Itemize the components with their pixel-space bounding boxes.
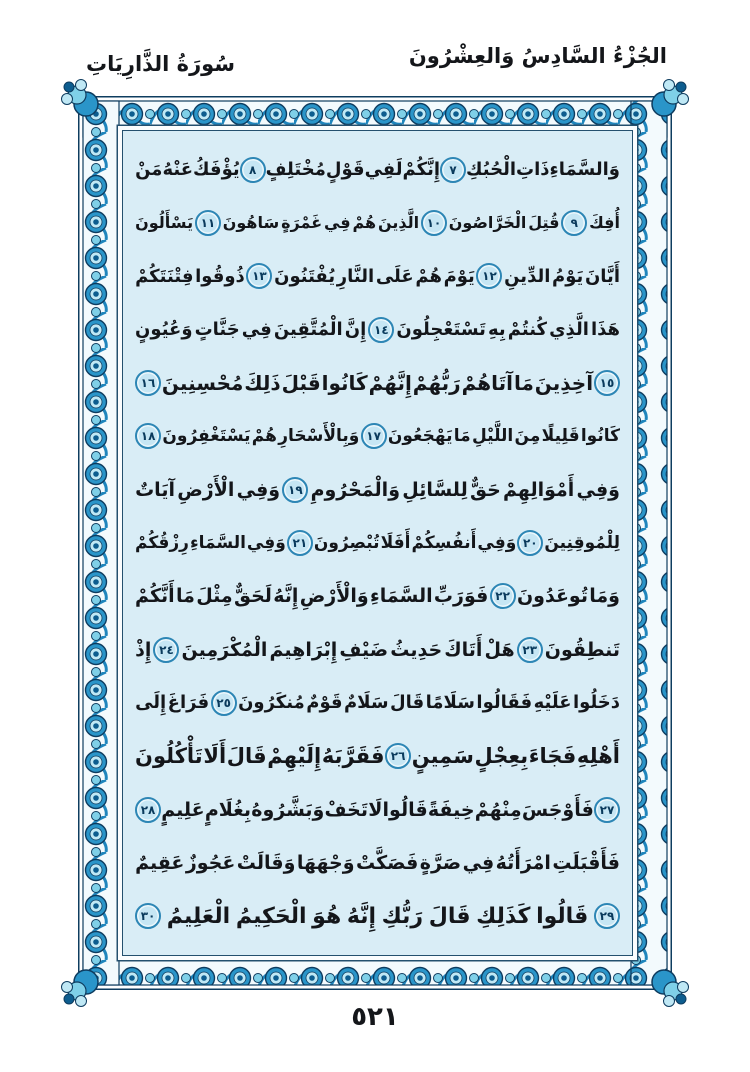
ayah-marker: ٢٣ [517, 637, 543, 663]
quran-word: السَّمَاءِ [189, 532, 246, 553]
quran-word: الْحُبُكِ [466, 159, 517, 181]
quran-word: إِنَّهُ [346, 903, 377, 929]
quran-text-panel [122, 130, 633, 956]
quran-word: لِلسَّائِلِ [402, 478, 468, 501]
quran-word: كُنتُمْ [507, 319, 548, 341]
quran-word: وَبِالْأَسْحَارِ [278, 426, 360, 447]
quran-word: يُؤْفَكُ [193, 159, 240, 181]
quran-word: حَدِيثُ [390, 638, 443, 661]
quran-word: إِبْرَاهِيمَ [269, 638, 338, 661]
ayah-marker: ١٤ [368, 317, 394, 343]
quran-word: مِثْلَ [196, 585, 233, 608]
quran-line [135, 250, 620, 303]
quran-word: وَالسَّمَاءِ [549, 159, 620, 181]
quran-word: ذُوقُوا [195, 265, 245, 287]
quran-line [135, 730, 620, 783]
quran-line [135, 196, 620, 249]
quran-word: قَالَ [390, 692, 425, 714]
quran-word: قَلِيلًا [541, 426, 580, 447]
quran-word: مَا [453, 426, 471, 447]
quran-word: تَنطِقُونَ [544, 638, 620, 661]
quran-line [135, 570, 620, 623]
quran-word: فَصَكَّتْ [355, 851, 419, 874]
quran-word: هُمْ [251, 426, 277, 447]
quran-word: عَجُوزٌ [185, 851, 236, 874]
quran-word: سَاهُونَ [222, 213, 280, 233]
quran-word: فَقَرَّبَهُ [321, 744, 385, 769]
ayah-marker: ١٣ [246, 263, 272, 289]
quran-word: وَفِي [236, 478, 281, 501]
quran-word: فَقَالُوا [476, 692, 533, 714]
quran-word: الْخَرَّاصُونَ [448, 213, 527, 233]
quran-word: بِغُلَامٍ [204, 798, 252, 821]
ayah-marker: ١٦ [135, 370, 161, 396]
quran-word: يَسْأَلُونَ [135, 213, 194, 233]
quran-word: الْعَلِيمُ [166, 903, 231, 929]
ayah-marker: ١٥ [594, 370, 620, 396]
quran-word: فَأَقْبَلَتِ [552, 851, 620, 874]
ayah-marker: ١٩ [282, 477, 308, 503]
ayah-marker: ١٠ [421, 210, 447, 236]
ayah-marker: ١٢ [476, 263, 502, 289]
quran-word: الَّذِي [549, 319, 589, 341]
quran-word: إِلَيْهِمْ [267, 744, 322, 769]
quran-word: مِنَ [514, 426, 541, 447]
quran-word: تُبْصِرُونَ [313, 532, 380, 553]
quran-word: الْمُتَّقِينَ [273, 319, 343, 341]
quran-word: أَمْوَالِهِمْ [503, 478, 575, 501]
quran-word: سَلَامًا [425, 692, 475, 714]
ayah-marker: ٢٠ [517, 530, 543, 556]
quran-word: خِيفَةً [427, 798, 475, 821]
ayah-marker: ١٨ [135, 423, 161, 449]
surah-title: سُورَةُ الذَّارِيَاتِ [86, 52, 235, 76]
quran-word: هُمْ [352, 213, 377, 233]
quran-word: مَا [513, 370, 534, 395]
quran-line [135, 463, 620, 516]
quran-line [135, 303, 620, 356]
quran-word: كَانُوا [321, 370, 368, 395]
quran-word: عَلَيْهِ [533, 692, 572, 714]
quran-word: آخِذِينَ [534, 370, 594, 395]
quran-word: يَهْجَعُونَ [387, 426, 453, 447]
quran-word: أَنَّكُمْ [135, 585, 175, 608]
quran-word: أَيَّانَ [584, 265, 620, 287]
quran-word: فِتْنَتَكُمْ [135, 265, 194, 287]
ayah-marker: ٢٢ [490, 583, 516, 609]
ayah-marker: ١١ [195, 210, 221, 236]
quran-word: وَفِي [246, 532, 286, 553]
quran-word: غَمْرَةٍ [281, 213, 323, 233]
quran-word: تَأْكُلُونَ [135, 744, 203, 769]
ayah-marker: ٢٦ [385, 743, 411, 769]
quran-word: أَهْلِهِ [576, 744, 620, 769]
quran-word: بِهِ [488, 319, 506, 341]
quran-word: الْمُكْرَمِينَ [181, 638, 268, 661]
ayah-marker: ٧ [440, 157, 466, 183]
quran-word: إِلَى [135, 692, 167, 714]
quran-word: يَوْمَ [443, 265, 475, 287]
quran-word: فِي [462, 851, 495, 874]
ayah-marker: ٢٤ [153, 637, 179, 663]
quran-word: أَفَلَا [380, 532, 411, 553]
quran-word: قُتِلَ [528, 213, 560, 233]
quran-word: قَالَ [428, 903, 471, 929]
quran-word: أَتَاكَ [444, 638, 483, 661]
ayah-marker: ١٧ [361, 423, 387, 449]
quran-word: قَبْلَ [281, 370, 321, 395]
quran-word: مُحْسِنِينَ [161, 370, 244, 395]
quran-word: حَقٌّ [469, 478, 501, 501]
ayah-marker: ٢١ [287, 530, 313, 556]
quran-word: عَنْهُ [162, 159, 194, 181]
quran-word: اللَّيْلِ [472, 426, 514, 447]
quran-word: لِلْمُوقِنِينَ [544, 532, 620, 553]
ayah-marker: ٣٠ [135, 903, 161, 929]
quran-word: جَنَّاتٍ [194, 319, 240, 341]
quran-word: فِي [323, 213, 351, 233]
quran-word: هُوَ [312, 903, 342, 929]
quran-word: الْأَرْضِ [177, 478, 235, 501]
ayah-marker: ٢٩ [594, 903, 620, 929]
quran-word: إِنَّهُمْ [368, 370, 412, 395]
quran-word: هَلْ [484, 638, 515, 661]
quran-word: قَوْلٍ [325, 159, 365, 181]
quran-line [135, 836, 620, 889]
quran-line [135, 516, 620, 569]
quran-line [135, 783, 620, 836]
quran-word: وَجْهَهَا [296, 851, 355, 874]
quran-word: إِنَّكُمْ [402, 159, 441, 181]
quran-word: دَخَلُوا [572, 692, 620, 714]
quran-word: صَرَّةٍ [419, 851, 462, 874]
quran-word: السَّمَاءِ [370, 585, 433, 608]
ayah-marker: ٢٧ [594, 797, 620, 823]
quran-word: يَوْمُ [552, 265, 584, 287]
quran-word: سَمِينٍ [411, 744, 474, 769]
quran-word: رَبُّكِ [381, 903, 424, 929]
quran-word: إِنَّ [344, 319, 367, 341]
quran-word: وَالْمَحْرُومِ [310, 478, 401, 501]
juz-title: الجُزْءُ السَّادِسُ وَالعِشْرُونَ [408, 44, 667, 68]
quran-word: هُمْ [415, 265, 442, 287]
ayah-marker: ٨ [240, 157, 266, 183]
quran-word: ذَاتِ [516, 159, 550, 181]
ayah-marker: ٢٨ [135, 797, 161, 823]
quran-word: قَالَ [226, 744, 267, 769]
quran-word: فِي [241, 319, 272, 341]
quran-word: يُفْتَنُونَ [274, 265, 336, 287]
quran-line [135, 410, 620, 463]
quran-word: فَجَاءَ [528, 744, 577, 769]
quran-word: إِذْ [135, 638, 152, 661]
quran-word: وَفِي [576, 478, 620, 501]
quran-word: امْرَأَتُهُ [495, 851, 551, 874]
quran-line [135, 143, 620, 196]
quran-line [135, 623, 620, 676]
quran-word: ضَيْفِ [339, 638, 389, 661]
quran-word: تَخَفْ [324, 798, 369, 821]
quran-word: كَذَلِكِ [476, 903, 531, 929]
quran-line [135, 676, 620, 729]
page-number: ٥٢١ [351, 1002, 399, 1032]
quran-word: وَعُيُونٍ [135, 319, 193, 341]
quran-word: هَذَا [590, 319, 620, 341]
quran-word: وَالْأَرْضِ [299, 585, 369, 608]
quran-word: فَرَاغَ [167, 692, 210, 714]
quran-word: قَوْمٌ [306, 692, 343, 714]
quran-word: رِزْقُكُمْ [135, 532, 189, 553]
quran-word: مَا [175, 585, 195, 608]
quran-word: قَالُوا [382, 798, 428, 821]
quran-word: وَفِي [477, 532, 517, 553]
quran-word: الْحَكِيمُ [235, 903, 307, 929]
ayah-marker: ٩ [561, 210, 587, 236]
quran-word: أُفِكَ [589, 213, 620, 233]
quran-word: أَنفُسِكُمْ [411, 532, 477, 553]
quran-word: قَالُوا [536, 903, 589, 929]
quran-word: عَقِيمٌ [135, 851, 185, 874]
quran-word: لَفِي [364, 159, 403, 181]
quran-word: رَبُّهُمْ [412, 370, 461, 395]
quran-word: مُخْتَلِفٍ [265, 159, 326, 181]
quran-word: تُوعَدُونَ [516, 585, 588, 608]
quran-word: النَّارِ [336, 265, 375, 287]
quran-word: آتَاهُمْ [461, 370, 514, 395]
quran-word: يَسْتَغْفِرُونَ [162, 426, 251, 447]
quran-word: أَلَا [203, 744, 227, 769]
quran-word: إِنَّهُ [273, 585, 299, 608]
quran-word: وَبَشَّرُوهُ [251, 798, 325, 821]
quran-word: الَّذِينَ [377, 213, 420, 233]
quran-word: عَلِيمٍ [161, 798, 205, 821]
quran-word: فَوَرَبِّ [433, 585, 489, 608]
ayah-marker: ٢٥ [211, 690, 237, 716]
quran-word: آيَاتٌ [135, 478, 175, 501]
quran-word: مُنكَرُونَ [238, 692, 305, 714]
quran-word: لَا [368, 798, 383, 821]
quran-line [135, 356, 620, 409]
quran-word: الدِّينِ [504, 265, 551, 287]
quran-word: فَأَوْجَسَ [521, 798, 594, 821]
quran-word: تَسْتَعْجِلُونَ [396, 319, 486, 341]
quran-word: وَمَا [589, 585, 620, 608]
quran-word: عَلَى [375, 265, 414, 287]
quran-word: مِنْهُمْ [474, 798, 522, 821]
quran-word: وَقَالَتْ [236, 851, 296, 874]
quran-word: كَانُوا [580, 426, 620, 447]
quran-word: سَلَامٌ [343, 692, 389, 714]
quran-word: بِعِجْلٍ [474, 744, 529, 769]
quran-line [135, 890, 620, 943]
quran-word: ذَلِكَ [244, 370, 281, 395]
quran-word: لَحَقٌّ [233, 585, 272, 608]
quran-word: مَنْ [135, 159, 163, 181]
